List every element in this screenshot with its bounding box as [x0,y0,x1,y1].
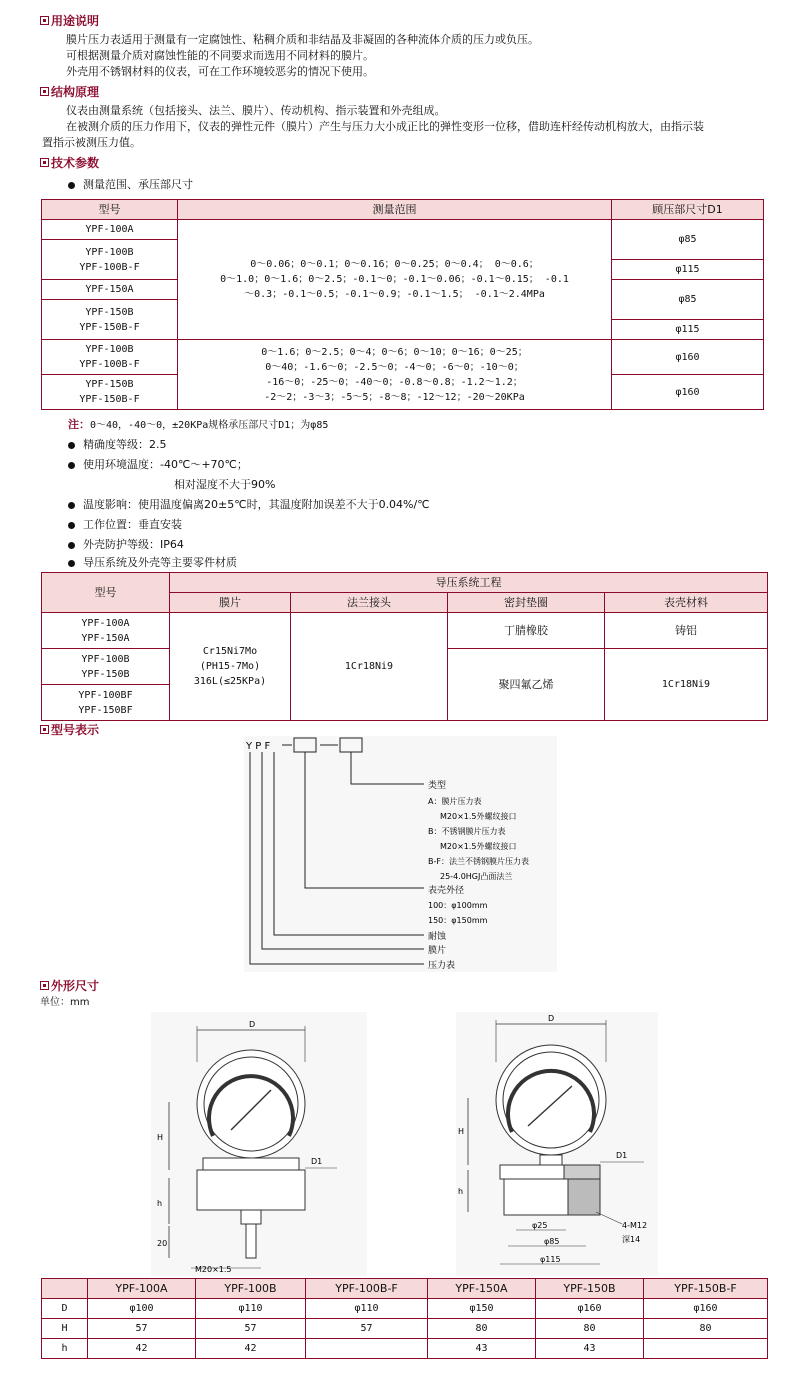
model-line: YPF-100B-F [79,261,140,273]
label-corrosion: 耐蚀 [428,932,447,942]
table-cell-d1: φ85 [612,220,764,260]
table-cell-model [42,685,170,721]
model-line: YPF-100B [85,246,134,258]
materials-header-flange: 法兰接头 [291,593,448,613]
table-cell-case: 1Cr18Ni9 [605,649,768,721]
membrane-line: (PH15-7Mo) [199,661,261,672]
model-line: YPF-150B-F [79,394,140,405]
label-D: D [249,1020,256,1029]
principle-line-2: 在被测介质的压力作用下，仪表的弹性元件（膜片）产生与压力大小成正比的弹性变形一位移，借助连杆经传动机构放大，由指示装 [66,120,704,133]
bullet-dot-icon [68,542,75,549]
table-cell-d1: φ160 [612,375,764,410]
bullet-dot-icon [68,502,75,509]
label-type-a-thread: M20×1.5外螺纹接口 [440,812,517,821]
model-line: YPF-100B-F [79,359,140,370]
bullet-range: 测量范围、承压部尺寸 [68,177,193,193]
label-H: H [157,1133,164,1142]
table-cell: φ160 [644,1299,768,1319]
label-gauge: 压力表 [428,961,456,971]
label-m12: 4-M12 [622,1221,648,1230]
table-cell: 42 [88,1339,196,1359]
label-membrane: 膜片 [428,946,447,956]
table-cell: H [42,1319,88,1339]
flange-section-hatch [564,1165,600,1179]
materials-header-membrane: 膜片 [170,593,291,613]
table-cell-case: 铸铝 [605,613,768,649]
spec-protection: 外壳防护等级：IP64 [68,537,184,553]
range-line: -2～2；-3～3；-5～5；-8～8；-12～12；-20～20KPa [264,391,525,403]
materials-header-gasket: 密封垫圈 [448,593,605,613]
table-cell-model [42,240,178,280]
range-line: 0～1.6；0～2.5；0～4；0～6；0～10；0～16；0～25； [261,346,528,358]
label-d85: φ85 [544,1237,560,1246]
note-label: 注： [68,418,90,431]
label-d25: φ25 [532,1221,548,1230]
table-cell-d1: φ85 [612,280,764,320]
table-cell: h [42,1339,88,1359]
range-line: ～0.3；-0.1～0.5；-0.1～0.9；-0.1～1.5； -0.1～2.4MPa [244,289,545,300]
thread-stem [246,1224,256,1258]
table-cell: 80 [536,1319,644,1339]
table-cell-gasket: 丁腈橡胶 [448,613,605,649]
model-line: YPF-150B-F [79,321,140,333]
table-cell [644,1339,768,1359]
table-cell-range-group-2 [178,340,612,410]
square-bullet-icon [40,981,49,990]
table-cell-range-group-1 [178,220,612,340]
model-line: YPF-100BF [78,689,133,701]
label-D: D [548,1014,555,1023]
table-cell: φ110 [306,1299,428,1319]
unit-label: 单位：mm [40,997,90,1008]
range-table-header-d1: 顾压部尺寸D1 [612,200,764,220]
table-cell-model [42,375,178,410]
label-h: h [458,1187,464,1196]
model-line: YPF-150B [85,379,134,390]
materials-header-model: 型号 [42,573,170,613]
usage-line-2: 可根据测量介质对腐蚀性能的不同要求而选用不同材料的膜片。 [66,49,374,62]
principle-line-3: 置指示被测压力值。 [42,136,141,149]
square-bullet-icon [40,87,49,96]
membrane-line: Cr15Ni7Mo [202,646,258,657]
spec-materials: 导压系统及外壳等主要零件材质 [68,555,237,571]
model-line: YPF-100B [81,653,130,665]
table-cell-d1: φ115 [612,260,764,280]
label-d115: φ115 [540,1255,561,1264]
table-cell: φ160 [536,1299,644,1319]
dim-header-model: YPF-150B-F [644,1279,768,1299]
table-cell: 80 [644,1319,768,1339]
note-text: 0～40，-40～0，±20KPa规格承压部尺寸D1；为φ85 [90,420,329,431]
label-100: 100：φ100mm [428,901,488,910]
table-cell: 57 [196,1319,306,1339]
table-cell-d1: φ115 [612,320,764,340]
range-table [41,199,764,410]
section-usage-title: 用途说明 [40,12,99,29]
spec-accuracy: 精确度等级：2.5 [68,437,167,453]
chamber-section-hatch [568,1179,600,1215]
spec-temp-effect: 温度影响：使用温度偏离20±5℃时，其温度附加误差不大于0.04%/℃ [68,497,430,513]
principle-line-1: 仪表由测量系统（包括接头、法兰、膜片）、传动机构、指示装置和外壳组成。 [66,104,446,117]
dim-header-blank [42,1279,88,1299]
membrane-line: 316L(≤25KPa) [193,676,267,687]
model-line: YPF-150BF [78,704,133,716]
square-bullet-icon [40,158,49,167]
label-type-bf-flange: 25-4.0HGJ凸面法兰 [440,872,513,881]
range-line: 0～40；-1.6～0；-2.5～0；-4～0；-6～0；-10～0； [265,361,524,373]
table-cell: 57 [306,1319,428,1339]
diagram-background [244,736,557,972]
table-cell-d1: φ160 [612,340,764,375]
table-cell: φ110 [196,1299,306,1319]
range-line: 0～0.06；0～0.1；0～0.16；0～0.25；0～0.4； 0～0.6； [250,259,539,270]
model-code-diagram [244,736,557,972]
gauge-neck [540,1155,562,1165]
dim-row-H [42,1319,768,1339]
label-type-a: A：膜片压力表 [428,797,482,806]
table-cell-model [42,340,178,375]
table-cell: φ100 [88,1299,196,1319]
label-type-b: B：不锈钢膜片压力表 [428,827,506,836]
label-type: 类型 [428,781,447,791]
dim-row-h [42,1339,768,1359]
section-model-title: 型号表示 [40,721,99,738]
label-type-b-thread: M20×1.5外螺纹接口 [440,842,517,851]
dim-header-model: YPF-150A [428,1279,536,1299]
table-cell-flange: 1Cr18Ni9 [291,613,448,721]
label-D1: D1 [616,1151,628,1160]
model-prefix: Y P F [246,741,271,752]
materials-table [41,572,768,721]
range-table-header-range: 测量范围 [178,200,612,220]
bullet-dot-icon [68,462,75,469]
label-H: H [458,1127,465,1136]
model-line: YPF-150B [81,668,130,680]
label-depth: 深14 [622,1235,641,1244]
bullet-dot-icon [68,182,75,189]
bullet-dot-icon [68,442,75,449]
label-thread: M20×1.5 [195,1265,232,1274]
dim-row-D [42,1299,768,1319]
usage-line-1: 膜片压力表适用于测量有一定腐蚀性、粘稠介质和非结晶及非凝固的各种流体介质的压力或负压。 [66,33,539,46]
table-cell: 80 [428,1319,536,1339]
dim-header-model: YPF-150B [536,1279,644,1299]
table-cell-membrane [170,613,291,721]
label-type-bf: B-F：法兰不锈钢膜片压力表 [428,857,529,866]
dim-header-model: YPF-100B [196,1279,306,1299]
label-D1: D1 [311,1157,323,1166]
table-cell-model [42,300,178,340]
table-cell: 43 [536,1339,644,1359]
gauge-outer-ring [496,1045,606,1155]
range-table-header-model: 型号 [42,200,178,220]
usage-line-3: 外壳用不锈钢材料的仪表，可在工作环境较恶劣的情况下使用。 [66,65,374,78]
range-line: -16～0；-25～0；-40～0；-0.8～0.8；-1.2～1.2； [266,376,523,388]
model-line: YPF-100B [85,344,134,355]
table-cell [306,1339,428,1359]
table-cell-model: YPF-100A [42,220,178,240]
table-cell: 42 [196,1339,306,1359]
label-h: h [157,1199,163,1208]
square-bullet-icon [40,16,49,25]
range-line: 0～1.0；0～1.6；0～2.5；-0.1～0；-0.1～0.06；-0.1～0.15； -0.1 [220,274,569,285]
label-case-diameter: 表壳外径 [428,886,465,896]
section-principle-title: 结构原理 [40,83,99,100]
table-cell: φ150 [428,1299,536,1319]
label-20: 20 [157,1239,168,1248]
dimension-drawing-flanged [456,1012,658,1276]
section-params-title: 技术参数 [40,154,99,171]
model-line: YPF-100A [81,617,130,629]
bullet-dot-icon [68,522,75,529]
table-cell: 57 [88,1319,196,1339]
table-cell-model [42,613,170,649]
materials-header-case: 表壳材料 [605,593,768,613]
dim-header-model: YPF-100B-F [306,1279,428,1299]
dimension-drawing-threaded [151,1012,367,1276]
spec-position: 工作位置：垂直安装 [68,517,182,533]
hex-nut [241,1210,261,1224]
table-cell-model [42,649,170,685]
table-cell: D [42,1299,88,1319]
model-line: YPF-150B [85,306,134,318]
dimension-table [41,1278,768,1359]
gauge-neck [203,1158,299,1170]
table-cell-gasket: 聚四氟乙烯 [448,649,605,721]
square-bullet-icon [40,725,49,734]
label-150: 150：φ150mm [428,916,488,925]
note [68,417,328,434]
table-cell: 43 [428,1339,536,1359]
section-dims-title: 外形尺寸 [40,977,99,994]
bullet-dot-icon [68,560,75,567]
spec-humidity: 相对湿度不大于90% [174,478,276,491]
table-cell-model: YPF-150A [42,280,178,300]
dim-header-model: YPF-100A [88,1279,196,1299]
model-line: YPF-150A [81,632,130,644]
spec-env-temp: 使用环境温度：-40℃～+70℃； [68,457,248,473]
materials-header-group: 导压系统工程 [170,573,768,593]
pressure-chamber [197,1170,305,1210]
